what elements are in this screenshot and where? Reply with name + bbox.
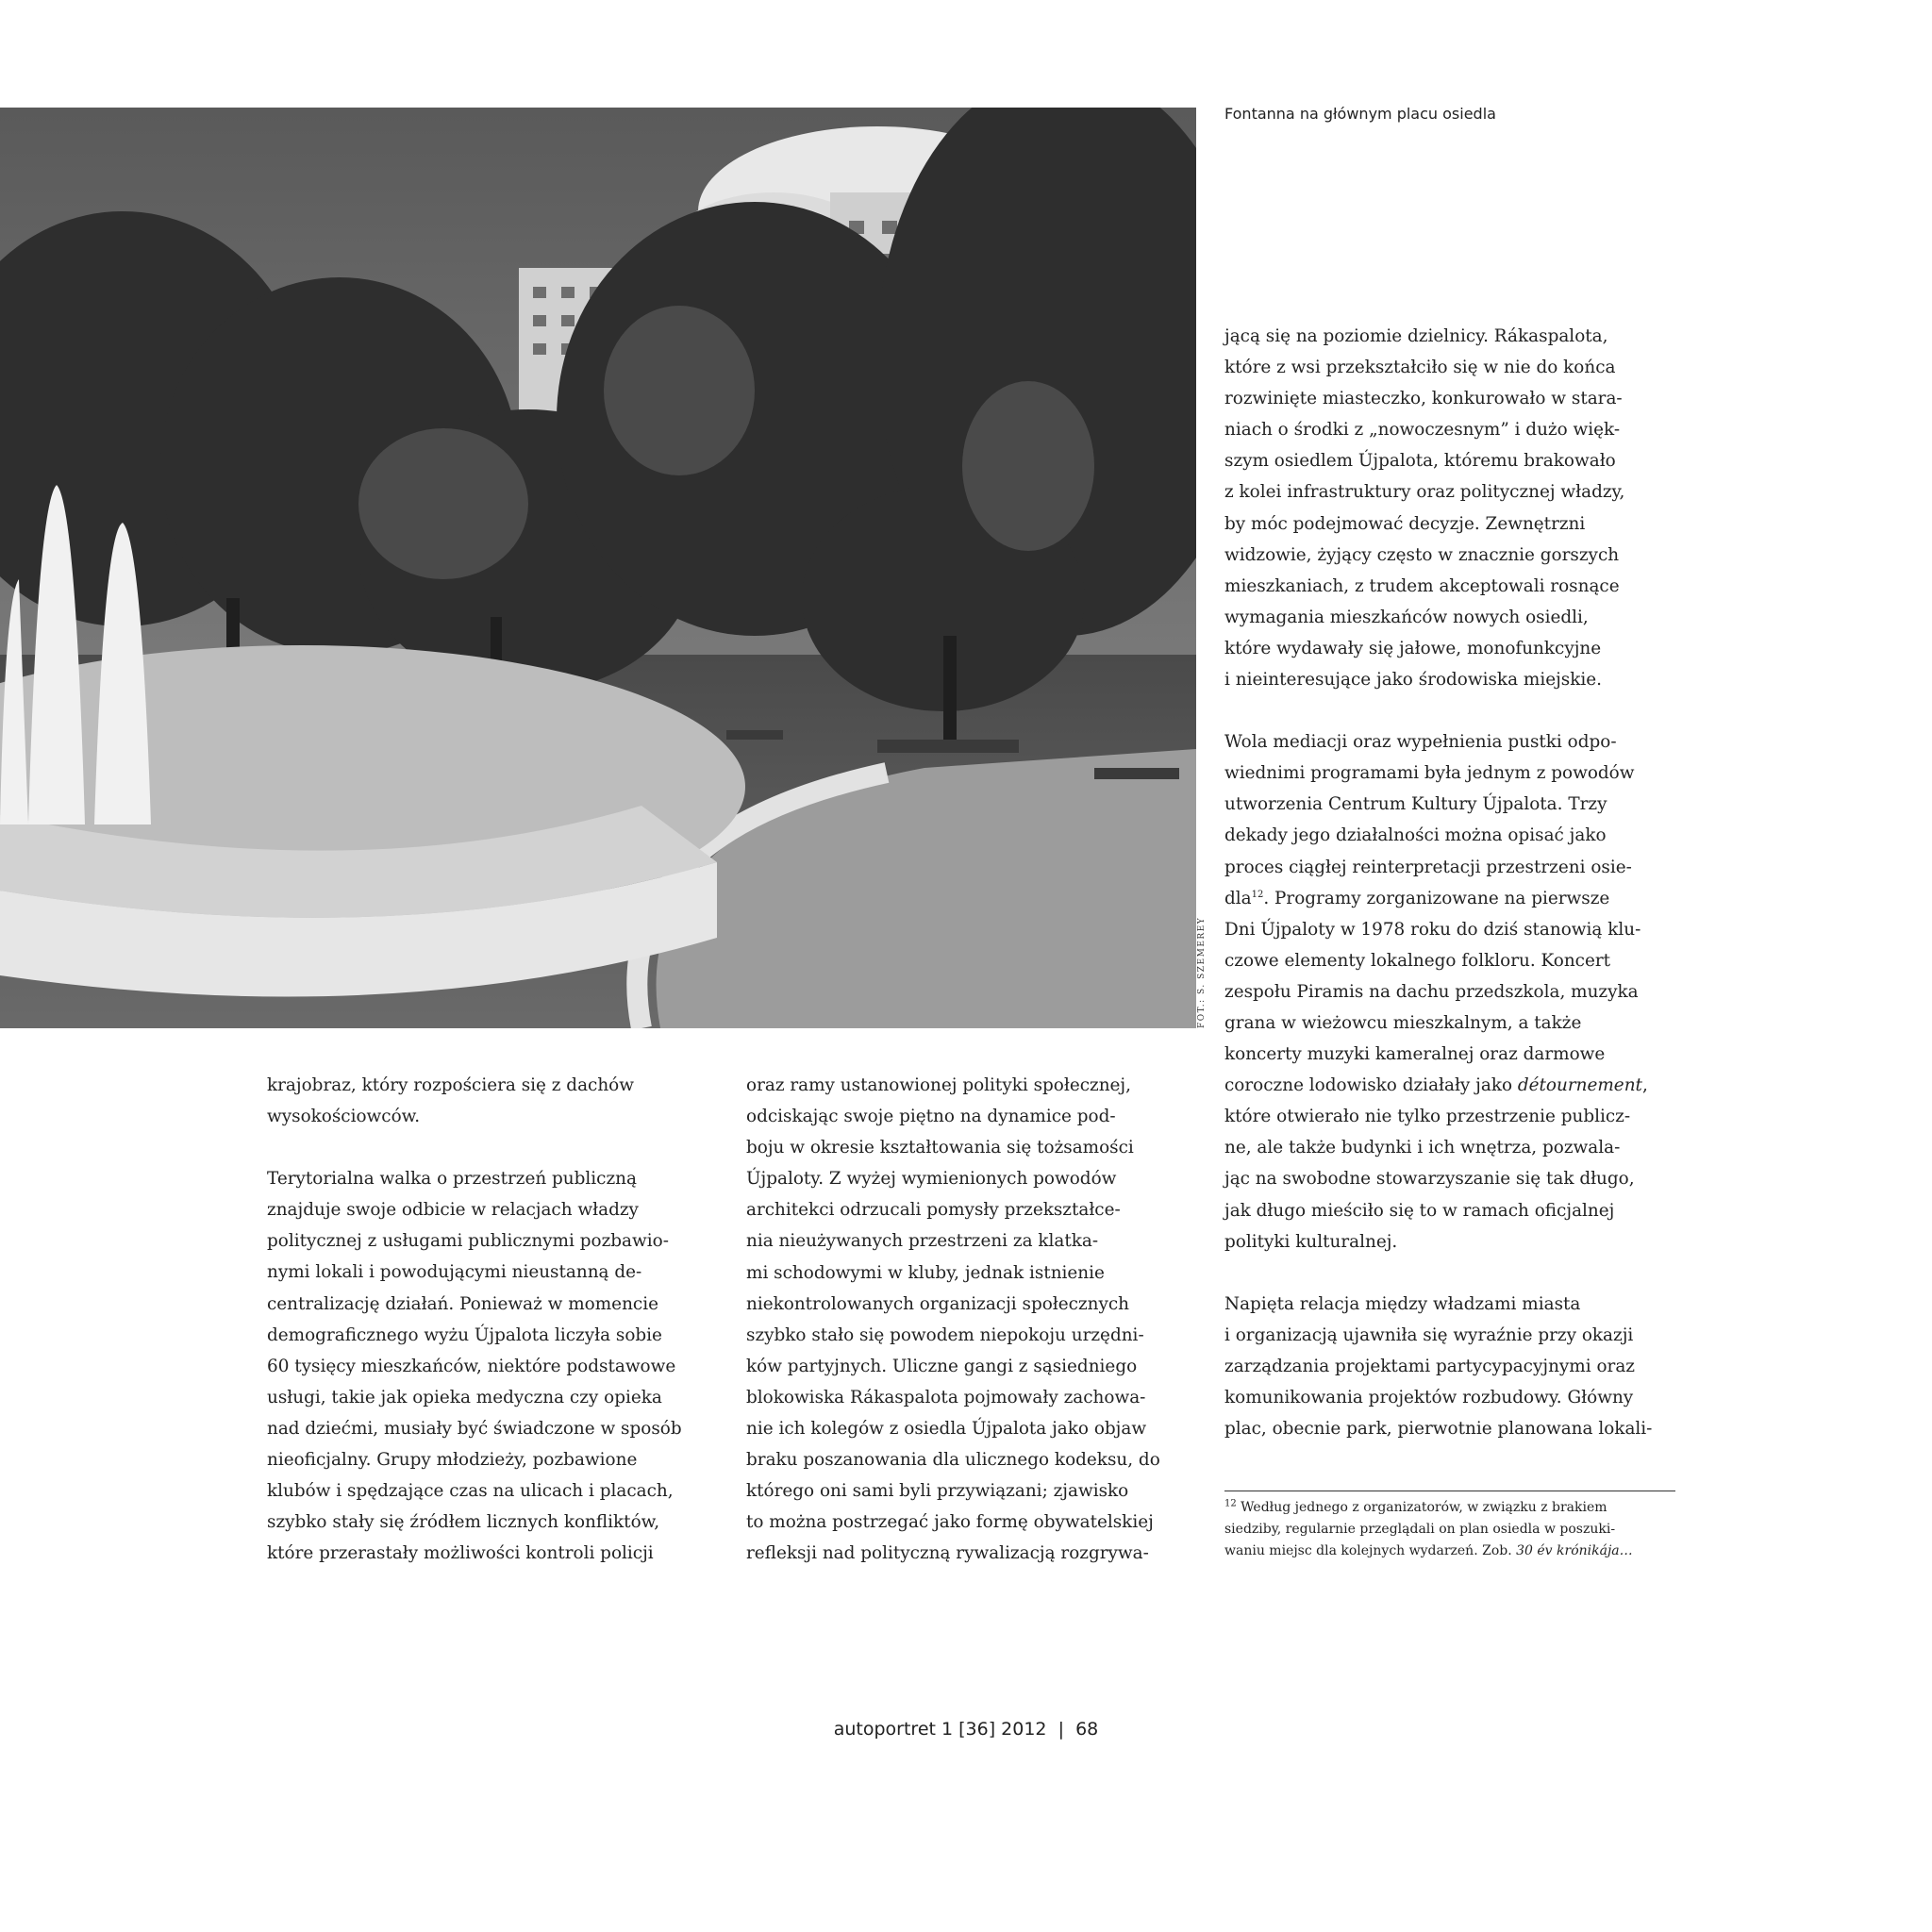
italic-term: détournement [1517, 1075, 1642, 1096]
text-line: Napięta relacja między władzami miasta [1224, 1293, 1581, 1314]
photo-caption: Fontanna na głównym placu osiedla [1224, 105, 1496, 123]
text-line: usługi, takie jak opieka medyczna czy opieka [267, 1387, 662, 1407]
text-line: wiednimi programami była jednym z powodów [1224, 763, 1635, 784]
text-line: wysokościowców. [267, 1107, 421, 1127]
text-line: braku poszanowania dla ulicznego kodeksu, do [746, 1450, 1160, 1471]
text-line: Wola mediacji oraz wypełnienia pustki odpo- [1224, 732, 1617, 753]
text-line: nad dziećmi, musiały być świadczone w sposób [267, 1418, 682, 1439]
text-line: architekci odrzucali pomysły przekształce- [746, 1200, 1121, 1221]
text-line: szym osiedlem Újpalota, któremu brakowało [1224, 451, 1616, 472]
text-line: dekady jego działalności można opisać jako [1224, 825, 1607, 846]
text-line: jak długo mieściło się to w ramach oficjalnej [1224, 1200, 1615, 1221]
text-line: nie ich kolegów z osiedla Újpalota jako objaw [746, 1419, 1147, 1440]
text-fragment: , [1641, 1075, 1648, 1096]
text-line: wymagania mieszkańców nowych osiedli, [1224, 607, 1589, 627]
text-line: rozwinięte miasteczko, konkurowało w stara- [1224, 389, 1623, 409]
text-fragment: coroczne lodowisko działały jako [1224, 1075, 1518, 1096]
text-column-3 [1224, 321, 1652, 1444]
footnote-line [1224, 1541, 1633, 1562]
text-fragment: waniu miejsc dla kolejnych wydarzeń. Zob. [1224, 1543, 1517, 1558]
text-fragment: . Programy zorganizowane na pierwsze [1263, 888, 1610, 908]
text-line: 60 tysięcy mieszkańców, niektóre podstawowe [267, 1356, 676, 1376]
text-line: którego oni sami byli przywiązani; zjawisko [746, 1481, 1129, 1502]
text-line: Terytorialna walka o przestrzeń publiczną [267, 1169, 637, 1190]
text-line: boju w okresie kształtowania się tożsamości [746, 1138, 1134, 1158]
text-line: mi schodowymi w kluby, jednak istnienie [746, 1262, 1105, 1283]
text-line: znajduje swoje odbicie w relacjach władzy [267, 1200, 639, 1221]
text-line-with-footnote [1224, 883, 1652, 914]
text-line: utworzenia Centrum Kultury Újpalota. Trzy [1224, 794, 1607, 815]
text-line: proces ciągłej reinterpretacji przestrzeni osie- [1224, 857, 1632, 877]
text-line: jąc na swobodne stowarzyszanie się tak długo, [1224, 1169, 1635, 1190]
text-line: jącą się na poziomie dzielnicy. Rákaspalota, [1224, 326, 1608, 346]
text-line: by móc podejmować decyzje. Zewnętrzni [1224, 513, 1586, 534]
text-line: ne, ale także budynki i ich wnętrza, pozwala- [1224, 1138, 1621, 1158]
text-line: które otwierało nie tylko przestrzenie publicz- [1224, 1107, 1631, 1127]
text-line: nieoficjalny. Grupy młodzieży, pozbawione [267, 1450, 638, 1471]
text-line: grana w wieżowcu mieszkalnym, a także [1224, 1012, 1582, 1033]
text-fragment: dla [1224, 888, 1252, 908]
text-line: politycznej z usługami publicznymi pozbawio- [267, 1231, 669, 1252]
text-line: klubów i spędzające czas na ulicach i placach, [267, 1481, 674, 1502]
text-line: demograficznego wyżu Újpalota liczyła sobie [267, 1324, 662, 1345]
text-line [1224, 1070, 1652, 1101]
footnote-number: 12 [1224, 1498, 1237, 1509]
text-line: które wydawały się jałowe, monofunkcyjne [1224, 638, 1602, 658]
text-line: Újpaloty. Z wyżej wymienionych powodów [746, 1169, 1117, 1190]
page-footer: autoportret 1 [36] 2012 | 68 [833, 1719, 1099, 1740]
text-line: krajobraz, który rozpościera się z dachów [267, 1075, 634, 1095]
text-line: czowe elementy lokalnego folkloru. Koncert [1224, 950, 1611, 971]
footnote-reference[interactable]: 12 [1251, 889, 1264, 900]
text-line: polityki kulturalnej. [1224, 1231, 1398, 1252]
text-line: które przerastały możliwości kontroli policji [267, 1543, 654, 1564]
text-line: oraz ramy ustanowionej polityki społecznej, [746, 1075, 1131, 1095]
fountain-photo [0, 108, 1196, 1028]
text-line: zarządzania projektami partycypacyjnymi oraz [1224, 1356, 1635, 1376]
text-line: komunikowania projektów rozbudowy. Główny [1224, 1388, 1634, 1407]
text-line: niach o środki z „nowoczesnym” i dużo więk- [1224, 420, 1621, 441]
text-line: mieszkaniach, z trudem akceptowali rosnące [1224, 575, 1620, 596]
italic-title: 30 év krónikája… [1516, 1543, 1633, 1558]
text-line: zespołu Piramis na dachu przedszkola, muzyka [1224, 981, 1639, 1002]
text-line: centralizację działań. Ponieważ w momencie [267, 1293, 658, 1314]
footnote [1224, 1497, 1633, 1562]
text-line: nia nieużywanych przestrzeni za klatka- [746, 1231, 1099, 1252]
photo-credit: FOT.: S. SZEMEREY [1197, 916, 1207, 1028]
text-line: blokowiska Rákaspalota pojmowały zachowa- [746, 1387, 1146, 1407]
text-line: które z wsi przekształciło się w nie do końca [1224, 358, 1616, 378]
text-line: szybko stało się powodem niepokoju urzędni- [746, 1324, 1144, 1345]
text-line: odciskając swoje piętno na dynamice pod- [746, 1107, 1116, 1127]
text-column-1 [267, 1070, 682, 1569]
text-line: nymi lokali i powodującymi nieustanną de- [267, 1262, 642, 1283]
footnote-line: siedziby, regularnie przeglądali on plan osiedla w poszuki- [1224, 1522, 1616, 1537]
text-line: refleksji nad polityczną rywalizacją rozgrywa- [746, 1543, 1149, 1564]
text-line: widzowie, żyjący często w znacznie gorszych [1224, 544, 1620, 565]
text-line: szybko stały się źródłem licznych konfliktów, [267, 1512, 660, 1533]
text-column-2 [746, 1070, 1160, 1570]
text-line: i nieinteresujące jako środowiska miejskie. [1224, 670, 1602, 691]
text-line: plac, obecnie park, pierwotnie planowana lokali- [1224, 1419, 1653, 1440]
text-line: koncerty muzyki kameralnej oraz darmowe [1224, 1044, 1606, 1065]
text-line: i organizacją ujawniła się wyraźnie przy okazji [1224, 1324, 1634, 1345]
footnote-line [1224, 1497, 1633, 1519]
text-line: niekontrolowanych organizacji społecznych [746, 1293, 1130, 1314]
text-fragment: Według jednego z organizatorów, w związku z brakiem [1236, 1500, 1607, 1515]
text-line: to można postrzegać jako formę obywatelskiej [746, 1512, 1154, 1533]
text-line: Dni Újpaloty w 1978 roku do dziś stanowią klu- [1224, 919, 1641, 940]
photo-illustration [0, 108, 1196, 1028]
text-line: ków partyjnych. Uliczne gangi z sąsiedniego [746, 1356, 1138, 1376]
text-line: z kolei infrastruktury oraz politycznej władzy, [1224, 482, 1625, 503]
